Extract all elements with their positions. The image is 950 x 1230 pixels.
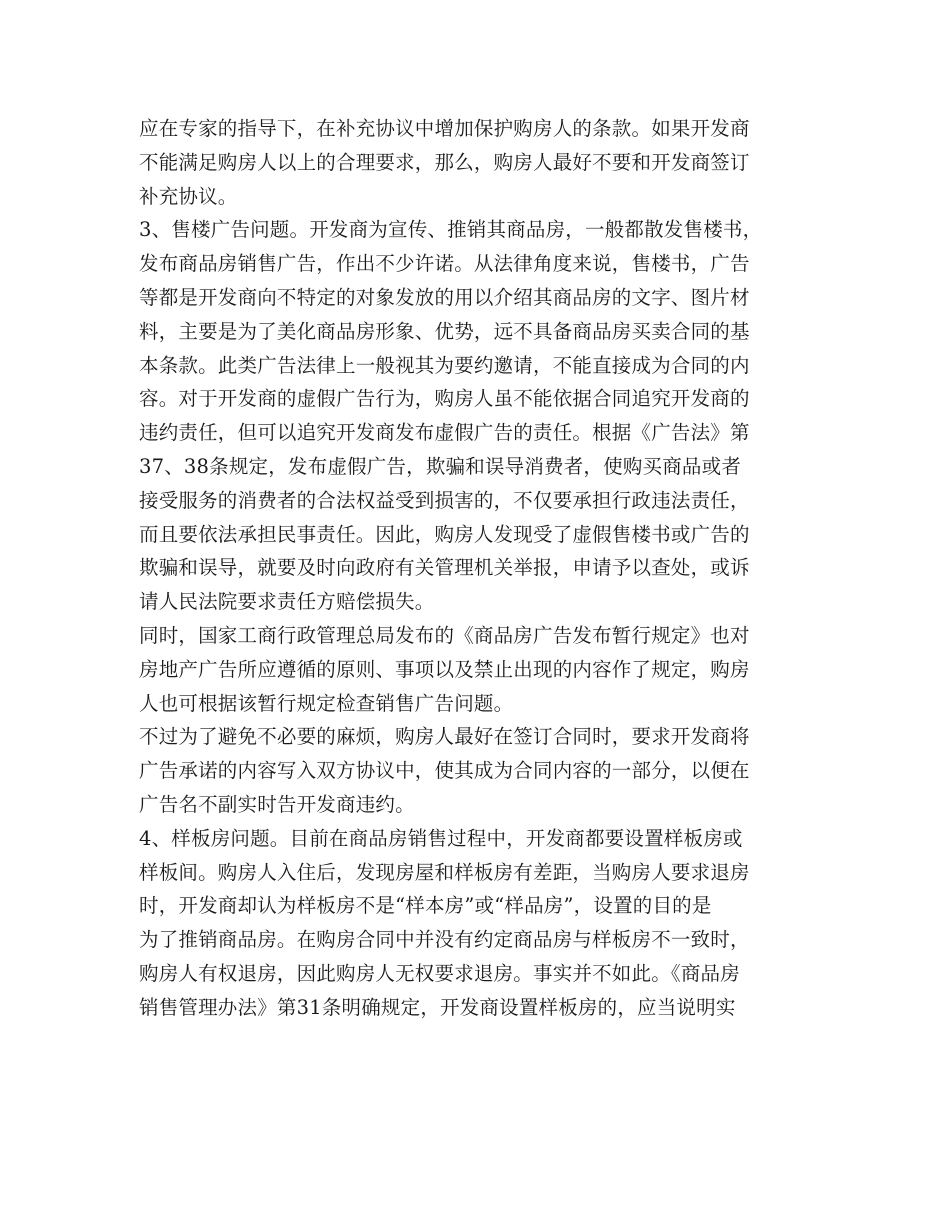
- text-line: 接受服务的消费者的合法权益受到损害的，不仅要承担行政违法责任，: [139, 488, 750, 512]
- text-line: 为了推销商品房。在购房合同中并没有约定商品房与样板房不一致时，: [139, 928, 750, 952]
- text-line: 发布商品房销售广告，作出不少许诺。从法律角度来说，售楼书，广告: [139, 252, 750, 276]
- text-line: 房地产广告所应遵循的原则、事项以及禁止出现的内容作了规定，购房: [139, 657, 750, 681]
- text-line: 请人民法院要求责任方赔偿损失。: [139, 590, 435, 614]
- text-line: 3、售楼广告问题。开发商为宣传、推销其商品房，一般都散发售楼书，: [139, 218, 763, 242]
- text-line: 销售管理办法》第31条明确规定，开发商设置样板房的，应当说明实: [139, 995, 736, 1019]
- text-line: 不过为了避免不必要的麻烦，购房人最好在签订合同时，要求开发商将: [139, 725, 750, 749]
- text-line: 应在专家的指导下，在补充协议中增加保护购房人的条款。如果开发商: [139, 117, 750, 140]
- text-line: 等都是开发商向不特定的对象发放的用以介绍其商品房的文字、图片材: [139, 285, 750, 309]
- text-line: 时，开发商却认为样板房不是“样本房”或“样品房”，设置的目的是: [139, 894, 712, 918]
- text-line: 37、38条规定，发布虚假广告，欺骗和误导消费者，使购买商品或者: [139, 454, 742, 478]
- text-line: 本条款。此类广告法律上一般视其为要约邀请，不能直接成为合同的内: [139, 353, 750, 377]
- text-line: 补充协议。: [139, 184, 238, 208]
- text-line: 样板间。购房人入住后，发现房屋和样板房有差距，当购房人要求退房: [139, 860, 750, 884]
- text-line: 欺骗和误导，就要及时向政府有关管理机关举报，申请予以查处，或诉: [139, 556, 750, 580]
- text-line: 购房人有权退房，因此购房人无权要求退房。事实并不如此。《商品房: [139, 961, 740, 985]
- text-line: 同时，国家工商行政管理总局发布的《商品房广告发布暂行规定》也对: [139, 623, 750, 647]
- text-line: 广告名不副实时告开发商违约。: [139, 792, 415, 816]
- text-line: 不能满足购房人以上的合理要求，那么，购房人最好不要和开发商签订: [139, 150, 750, 174]
- text-line: 而且要依法承担民事责任。因此，购房人发现受了虚假售楼书或广告的: [139, 522, 750, 546]
- text-line: 违约责任，但可以追究开发商发布虚假广告的责任。根据《广告法》第: [139, 421, 750, 445]
- text-line: 4、样板房问题。目前在商品房销售过程中，开发商都要设置样板房或: [139, 826, 743, 850]
- text-line: 容。对于开发商的虚假广告行为，购房人虽不能依据合同追究开发商的: [139, 387, 750, 411]
- text-line: 广告承诺的内容写入双方协议中，使其成为合同内容的一部分，以便在: [139, 759, 750, 783]
- document-body: [139, 112, 819, 1025]
- text-line: 料，主要是为了美化商品房形象、优势，远不具备商品房买卖合同的基: [139, 319, 750, 343]
- text-line: 人也可根据该暂行规定检查销售广告问题。: [139, 691, 514, 715]
